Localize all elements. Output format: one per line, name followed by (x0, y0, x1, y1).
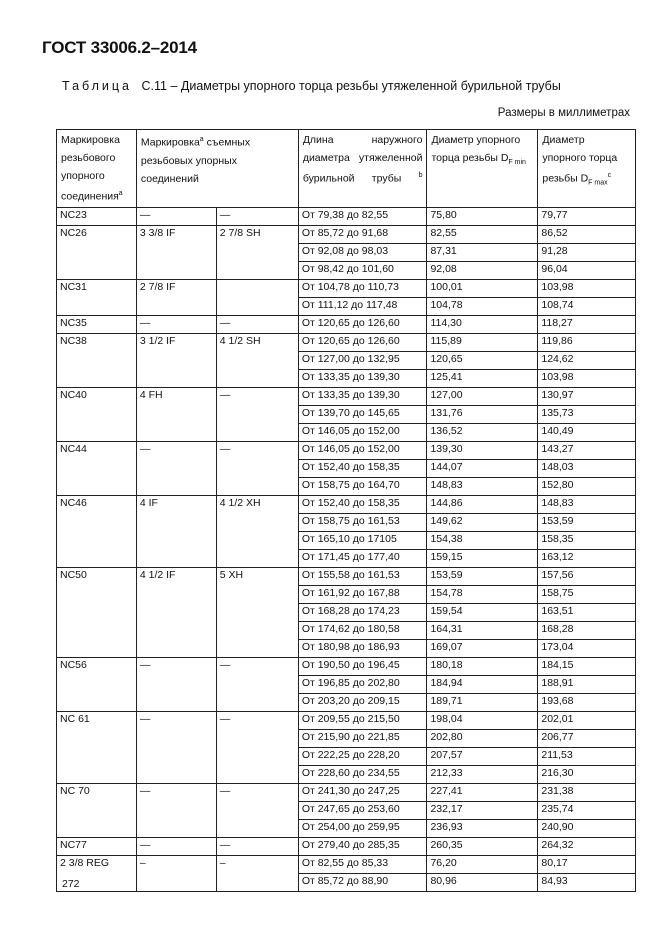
cell-length: От 111,12 до 117,48 (298, 297, 427, 315)
cell-diameter-max: 79,77 (538, 207, 636, 225)
cell-diameter-max: 119,86 (538, 333, 636, 351)
cell-diameter-min: 131,76 (427, 405, 538, 423)
cell-diameter-max: 184,15 (538, 657, 636, 675)
table-row (57, 315, 636, 333)
cell-length: От 133,35 до 139,30 (298, 387, 427, 405)
cell-marking-2 (216, 279, 298, 315)
cell-diameter-max: 152,80 (538, 477, 636, 495)
cell-diameter-min: 82,55 (427, 225, 538, 243)
cell-diameter-min: 144,86 (427, 495, 538, 513)
cell-length: От 92,08 до 98,03 (298, 243, 427, 261)
cell-marking-2: — (216, 837, 298, 855)
cell-marking-1: 2 7/8 IF (136, 279, 216, 315)
cell-diameter-min: 80,96 (427, 873, 538, 891)
cell-marking-1: — (136, 657, 216, 711)
cell-marking-1: — (136, 783, 216, 837)
cell-length: От 146,05 до 152,00 (298, 423, 427, 441)
cell-connection: NC23 (57, 207, 137, 225)
cell-marking-1: 4 FH (136, 387, 216, 441)
cell-diameter-min: 184,94 (427, 675, 538, 693)
cell-diameter-max: 84,93 (538, 873, 636, 891)
cell-diameter-min: 260,35 (427, 837, 538, 855)
cell-diameter-max: 135,73 (538, 405, 636, 423)
header-length: Длина наружного диаметра утяжеленной бурильной трубы $^b$ (298, 130, 427, 208)
cell-length: От 171,45 до 177,40 (298, 549, 427, 567)
table-row (57, 387, 636, 405)
cell-marking-1: — (136, 207, 216, 225)
cell-diameter-max: 158,75 (538, 585, 636, 603)
cell-marking-1: — (136, 441, 216, 495)
cell-diameter-min: 207,57 (427, 747, 538, 765)
cell-length: От 104,78 до 110,73 (298, 279, 427, 297)
cell-length: От 146,05 до 152,00 (298, 441, 427, 459)
cell-diameter-max: 211,53 (538, 747, 636, 765)
cell-marking-1: — (136, 315, 216, 333)
cell-diameter-max: 173,04 (538, 639, 636, 657)
table-row (57, 855, 636, 873)
cell-marking-1: 3 1/2 IF (136, 333, 216, 387)
cell-length: От 209,55 до 215,50 (298, 711, 427, 729)
cell-connection: NC44 (57, 441, 137, 495)
cell-diameter-max: 157,56 (538, 567, 636, 585)
cell-diameter-min: 202,80 (427, 729, 538, 747)
cell-diameter-min: 159,54 (427, 603, 538, 621)
cell-diameter-min: 154,78 (427, 585, 538, 603)
cell-marking-2: 5 XH (216, 567, 298, 657)
cell-diameter-max: 153,59 (538, 513, 636, 531)
cell-length: От 158,75 до 161,53 (298, 513, 427, 531)
cell-marking-1: 4 1/2 IF (136, 567, 216, 657)
cell-marking-2: — (216, 711, 298, 783)
cell-diameter-min: 149,62 (427, 513, 538, 531)
cell-length: От 120,65 до 126,60 (298, 333, 427, 351)
cell-length: От 152,40 до 158,35 (298, 495, 427, 513)
cell-marking-2: 2 7/8 SH (216, 225, 298, 279)
cell-diameter-min: 153,59 (427, 567, 538, 585)
cell-diameter-max: 103,98 (538, 369, 636, 387)
cell-diameter-min: 144,07 (427, 459, 538, 477)
cell-marking-2: 4 1/2 SH (216, 333, 298, 387)
cell-marking-2: — (216, 207, 298, 225)
cell-length: От 155,58 до 161,53 (298, 567, 427, 585)
cell-marking-1: 4 IF (136, 495, 216, 567)
table-row (57, 783, 636, 801)
table-row (57, 567, 636, 585)
table-row (57, 657, 636, 675)
table-row (57, 279, 636, 297)
cell-connection: 2 3/8 REG (57, 855, 137, 891)
cell-diameter-min: 164,31 (427, 621, 538, 639)
diameters-table (56, 129, 636, 892)
cell-diameter-min: 148,83 (427, 477, 538, 495)
cell-length: От 82,55 до 85,33 (298, 855, 427, 873)
cell-diameter-min: 100,01 (427, 279, 538, 297)
cell-diameter-max: 130,97 (538, 387, 636, 405)
table-row (57, 495, 636, 513)
cell-connection: NC35 (57, 315, 137, 333)
table-row (57, 711, 636, 729)
cell-connection: NC56 (57, 657, 137, 711)
cell-length: От 203,20 до 209,15 (298, 693, 427, 711)
cell-diameter-min: 127,00 (427, 387, 538, 405)
cell-diameter-min: 189,71 (427, 693, 538, 711)
table-row (57, 207, 636, 225)
cell-connection: NC77 (57, 837, 137, 855)
caption-text: С.11 – Диаметры упорного торца резьбы утяжеленной бурильной трубы (141, 79, 561, 93)
cell-diameter-min: 136,52 (427, 423, 538, 441)
cell-diameter-max: 118,27 (538, 315, 636, 333)
cell-diameter-min: 232,17 (427, 801, 538, 819)
cell-diameter-min: 92,08 (427, 261, 538, 279)
cell-length: От 279,40 до 285,35 (298, 837, 427, 855)
cell-diameter-min: 169,07 (427, 639, 538, 657)
header-connection-marking: Маркировка резьбового упорного соединения$^a$ (57, 130, 137, 208)
cell-diameter-max: 91,28 (538, 243, 636, 261)
cell-marking-2: 4 1/2 XH (216, 495, 298, 567)
cell-length: От 190,50 до 196,45 (298, 657, 427, 675)
cell-length: От 241,30 до 247,25 (298, 783, 427, 801)
cell-diameter-max: 148,03 (538, 459, 636, 477)
cell-diameter-min: 76,20 (427, 855, 538, 873)
cell-length: От 174,62 до 180,58 (298, 621, 427, 639)
cell-marking-2: — (216, 657, 298, 711)
cell-marking-1: – (136, 855, 216, 891)
cell-diameter-min: 154,38 (427, 531, 538, 549)
cell-length: От 139,70 до 145,65 (298, 405, 427, 423)
cell-marking-1: — (136, 711, 216, 783)
cell-connection: NC38 (57, 333, 137, 387)
cell-marking-2: — (216, 441, 298, 495)
cell-diameter-max: 124,62 (538, 351, 636, 369)
header-diameter-max: Диаметр упорного торца резьбы $D_{F max}^c$ (538, 130, 636, 208)
cell-length: От 120,65 до 126,60 (298, 315, 427, 333)
cell-marking-1: — (136, 837, 216, 855)
cell-length: От 180,98 до 186,93 (298, 639, 427, 657)
cell-length: От 247,65 до 253,60 (298, 801, 427, 819)
cell-connection: NC31 (57, 279, 137, 315)
table-row (57, 837, 636, 855)
caption-prefix: Таблица (62, 79, 133, 93)
cell-diameter-min: 159,15 (427, 549, 538, 567)
cell-diameter-max: 202,01 (538, 711, 636, 729)
cell-marking-2: — (216, 315, 298, 333)
cell-length: От 222,25 до 228,20 (298, 747, 427, 765)
cell-diameter-min: 227,41 (427, 783, 538, 801)
cell-diameter-min: 87,31 (427, 243, 538, 261)
cell-diameter-min: 212,33 (427, 765, 538, 783)
cell-diameter-max: 264,32 (538, 837, 636, 855)
cell-diameter-max: 140,49 (538, 423, 636, 441)
cell-connection: NC 70 (57, 783, 137, 837)
header-diameter-min: Диаметр упорного торца резьбы $D_{F min}$ (427, 130, 538, 208)
cell-diameter-max: 168,28 (538, 621, 636, 639)
cell-diameter-max: 158,35 (538, 531, 636, 549)
cell-diameter-min: 114,30 (427, 315, 538, 333)
cell-marking-2: — (216, 387, 298, 441)
cell-diameter-max: 206,77 (538, 729, 636, 747)
document-title: ГОСТ 33006.2–2014 (42, 38, 197, 57)
cell-diameter-max: 240,90 (538, 819, 636, 837)
cell-diameter-max: 231,38 (538, 783, 636, 801)
cell-diameter-max: 80,17 (538, 855, 636, 873)
cell-diameter-max: 235,74 (538, 801, 636, 819)
cell-diameter-max: 103,98 (538, 279, 636, 297)
cell-marking-2: — (216, 783, 298, 837)
cell-connection: NC 61 (57, 711, 137, 783)
page-number: 272 (62, 878, 80, 890)
cell-length: От 158,75 до 164,70 (298, 477, 427, 495)
cell-length: От 133,35 до 139,30 (298, 369, 427, 387)
cell-diameter-max: 148,83 (538, 495, 636, 513)
cell-length: От 152,40 до 158,35 (298, 459, 427, 477)
table-caption (62, 79, 561, 93)
units-note: Размеры в миллиметрах (497, 107, 630, 119)
cell-diameter-max: 163,51 (538, 603, 636, 621)
cell-connection: NC50 (57, 567, 137, 657)
table-row (57, 333, 636, 351)
cell-diameter-max: 193,68 (538, 693, 636, 711)
cell-connection: NC40 (57, 387, 137, 441)
table-row (57, 441, 636, 459)
header-detachable-marking: Маркировка$^a$ съемных резьбовых упорных соединений (136, 130, 298, 208)
cell-diameter-min: 75,80 (427, 207, 538, 225)
cell-length: От 215,90 до 221,85 (298, 729, 427, 747)
cell-marking-1: 3 3/8 IF (136, 225, 216, 279)
cell-connection: NC26 (57, 225, 137, 279)
cell-diameter-max: 188,91 (538, 675, 636, 693)
cell-diameter-min: 104,78 (427, 297, 538, 315)
cell-connection: NC46 (57, 495, 137, 567)
cell-diameter-min: 139,30 (427, 441, 538, 459)
cell-diameter-max: 216,30 (538, 765, 636, 783)
cell-diameter-max: 163,12 (538, 549, 636, 567)
table-row (57, 225, 636, 243)
cell-marking-2: – (216, 855, 298, 891)
cell-length: От 127,00 до 132,95 (298, 351, 427, 369)
cell-length: От 161,92 до 167,88 (298, 585, 427, 603)
cell-length: От 165,10 до 17105 (298, 531, 427, 549)
cell-diameter-max: 96,04 (538, 261, 636, 279)
cell-diameter-min: 125,41 (427, 369, 538, 387)
cell-length: От 196,85 до 202,80 (298, 675, 427, 693)
cell-length: От 79,38 до 82,55 (298, 207, 427, 225)
cell-length: От 254,00 до 259,95 (298, 819, 427, 837)
cell-length: От 85,72 до 91,68 (298, 225, 427, 243)
table-header-row (57, 130, 636, 208)
cell-length: От 85,72 до 88,90 (298, 873, 427, 891)
cell-length: От 98,42 до 101,60 (298, 261, 427, 279)
cell-length: От 168,28 до 174,23 (298, 603, 427, 621)
cell-diameter-max: 86,52 (538, 225, 636, 243)
cell-diameter-min: 115,89 (427, 333, 538, 351)
cell-diameter-min: 120,65 (427, 351, 538, 369)
cell-diameter-min: 236,93 (427, 819, 538, 837)
cell-diameter-min: 180,18 (427, 657, 538, 675)
cell-length: От 228,60 до 234,55 (298, 765, 427, 783)
cell-diameter-max: 143,27 (538, 441, 636, 459)
cell-diameter-max: 108,74 (538, 297, 636, 315)
cell-diameter-min: 198,04 (427, 711, 538, 729)
